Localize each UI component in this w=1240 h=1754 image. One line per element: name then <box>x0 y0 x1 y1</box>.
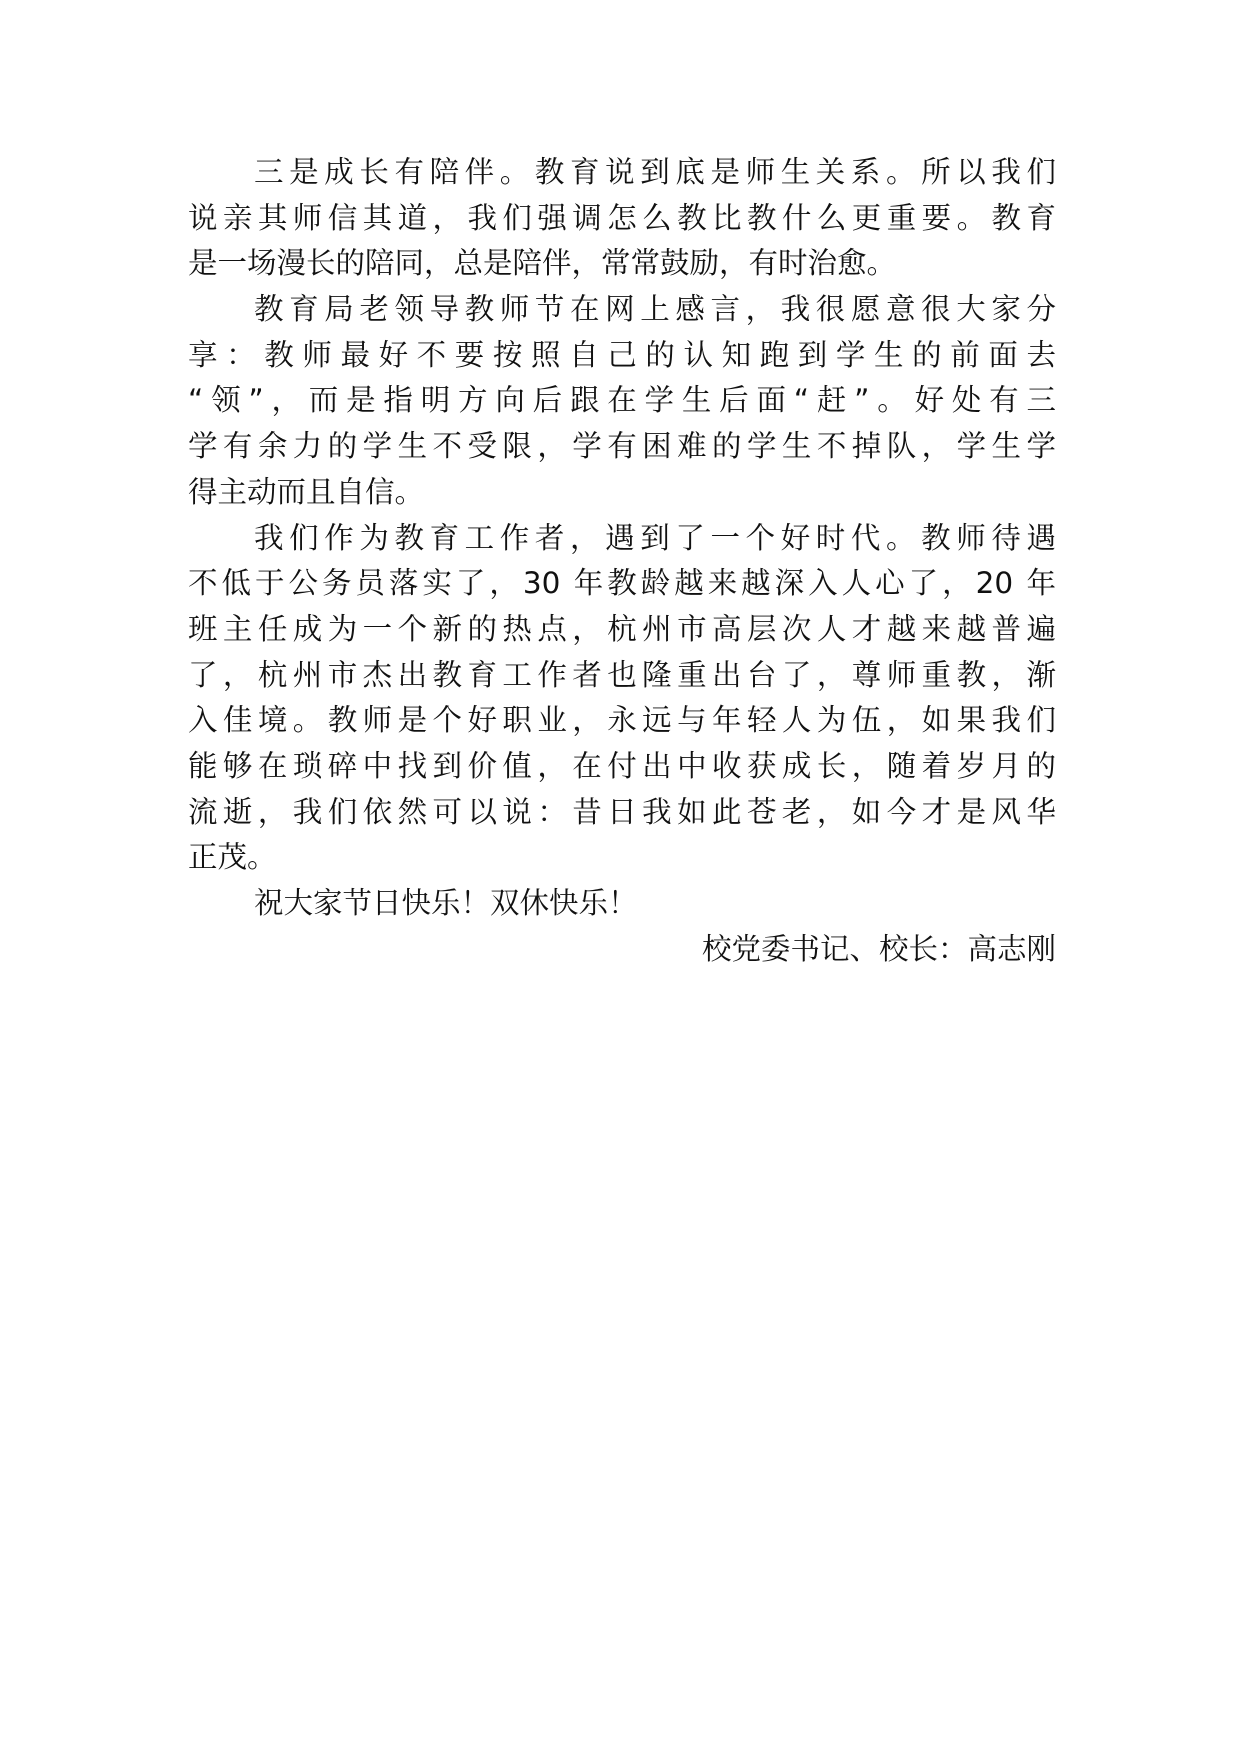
paragraph-3-line-3: 班主任成为一个新的热点，杭州市高层次人才越来越普遍 <box>188 611 1056 646</box>
paragraph-3-line-6: 能够在琐碎中找到价值，在付出中收获成长，随着岁月的 <box>188 748 1056 783</box>
paragraph-1-line-2: 说亲其师信其道，我们强调怎么教比教什么更重要。教育 <box>188 200 1056 235</box>
paragraph-3-line-4: 了，杭州市杰出教育工作者也隆重出台了，尊师重教，渐 <box>188 657 1056 692</box>
paragraph-3-line-1: 我们作为教育工作者，遇到了一个好时代。教师待遇 <box>254 520 1056 555</box>
paragraph-3-line-8: 正茂。 <box>188 840 277 875</box>
paragraph-3-line-5: 入佳境。教师是个好职业，永远与年轻人为伍，如果我们 <box>188 703 1056 738</box>
paragraph-2-line-4: 学有余力的学生不受限，学有困难的学生不掉队，学生学 <box>188 429 1056 464</box>
paragraph-3-line-7: 流逝，我们依然可以说：昔日我如此苍老，如今才是风华 <box>188 794 1056 829</box>
paragraph-2-line-1: 教育局老领导教师节在网上感言，我很愿意很大家分 <box>254 292 1056 327</box>
letter-body <box>188 150 1056 972</box>
paragraph-2-line-3: “领”，而是指明方向后跟在学生后面“赶”。好处有三 <box>188 383 1056 418</box>
paragraph-1-line-1: 三是成长有陪伴。教育说到底是师生关系。所以我们 <box>254 155 1056 189</box>
paragraph-1-line-3: 是一场漫长的陪同，总是陪伴，常常鼓励，有时治愈。 <box>188 246 897 281</box>
closing-greeting: 祝大家节日快乐！双休快乐！ <box>254 886 638 920</box>
paragraph-2-line-5: 得主动而且自信。 <box>188 474 425 509</box>
paragraph-2-line-2: 享：教师最好不要按照自己的认知跑到学生的前面去 <box>188 337 1056 372</box>
paragraph-3-line-2: 不低于公务员落实了，30 年教龄越来越深入人心了，20 年 <box>188 566 1056 601</box>
signature: 校党委书记、校长：高志刚 <box>701 931 1056 966</box>
